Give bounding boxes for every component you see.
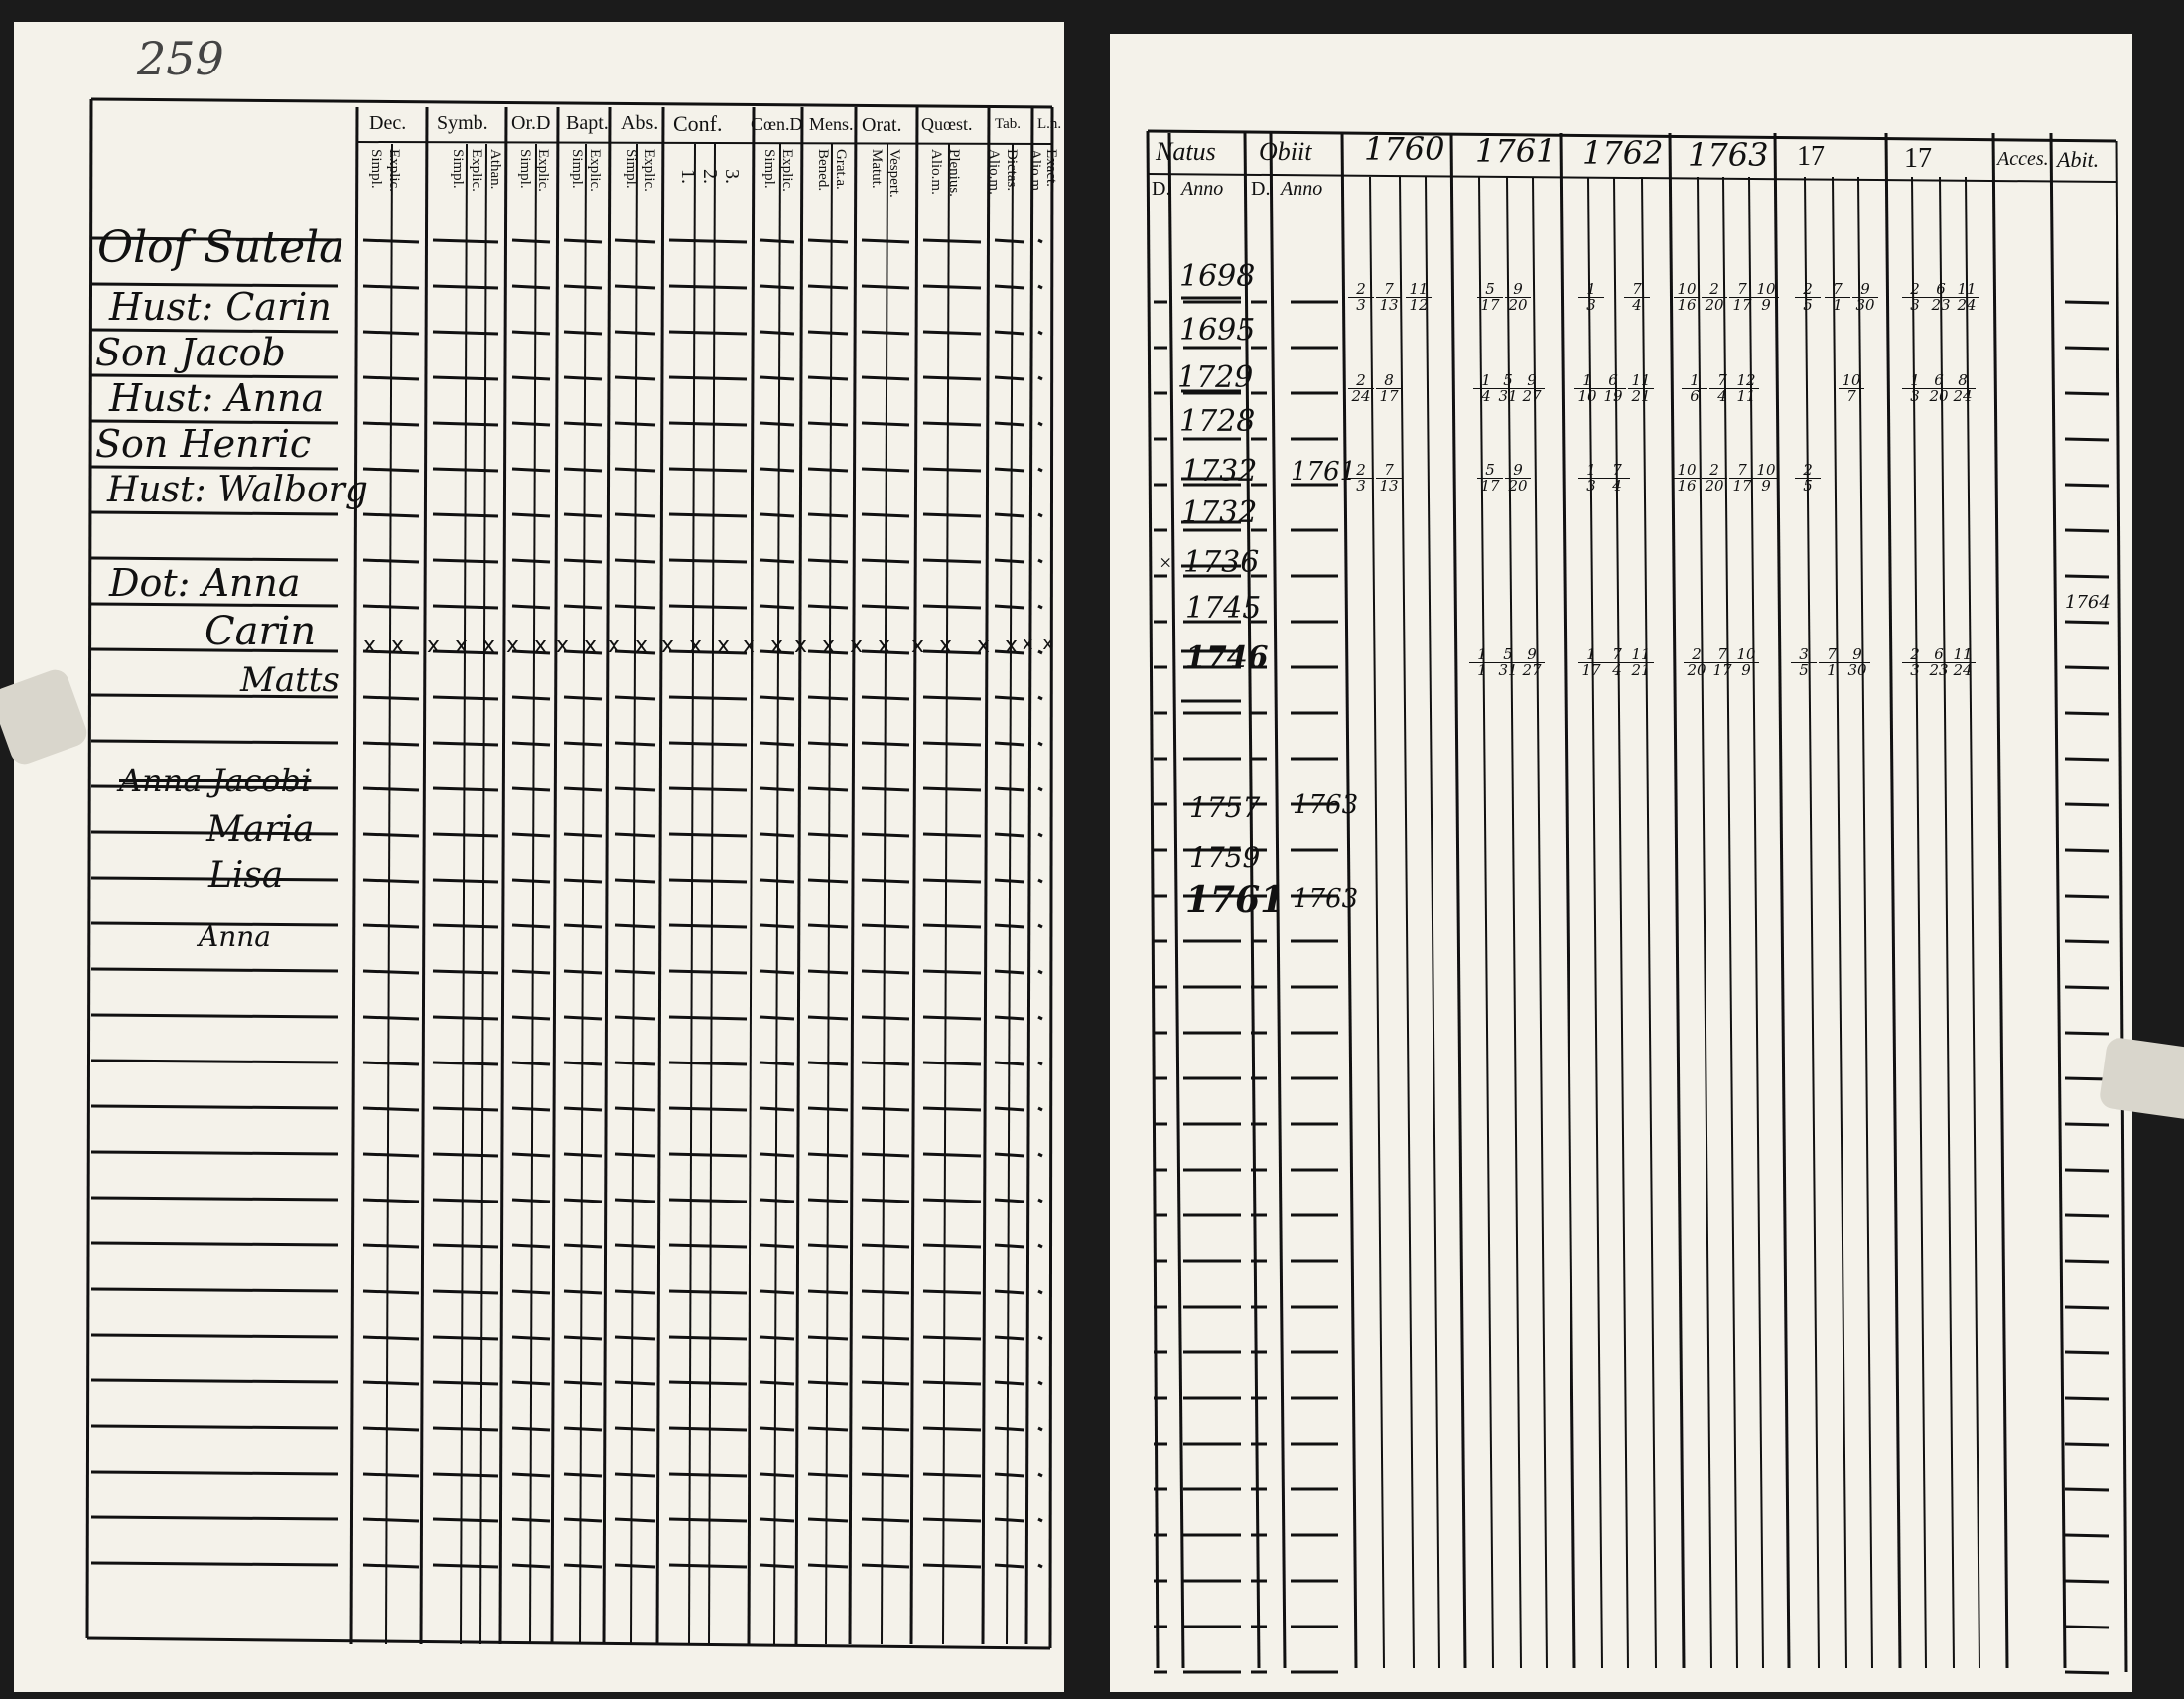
name-lisa: Lisa [208, 855, 284, 896]
exam-fraction: $\frac{7}{4}$ [1604, 647, 1630, 678]
paper-tab-right [2098, 1036, 2184, 1120]
mark-conf: x x x [661, 634, 735, 658]
exam-fraction: $\frac{7}{13}$ [1376, 282, 1402, 313]
mark-symb: x x x [427, 634, 500, 658]
exam-fraction: $\frac{11}{21}$ [1628, 373, 1654, 404]
birth-year: 1761 [1185, 879, 1286, 920]
birth-year: 1746 [1185, 640, 1269, 675]
sub-ln-exact: Exact. [1043, 149, 1059, 187]
exam-fraction: $\frac{10}{7}$ [1839, 373, 1864, 404]
mark-abs: x x [608, 634, 653, 658]
exam-fraction: $\frac{10}{16}$ [1674, 282, 1700, 313]
exam-fraction: $\frac{7}{17}$ [1729, 463, 1755, 494]
sub-symb-athan: Athan. [487, 149, 503, 190]
mark-dec: x x [363, 634, 409, 658]
header-conf: Conf. [673, 111, 723, 136]
birth-year: 1695 [1179, 313, 1256, 348]
exam-fraction: $\frac{9}{30}$ [1844, 647, 1870, 678]
exam-fraction: $\frac{11}{21}$ [1628, 647, 1654, 678]
header-quaest: Quœst. [921, 114, 973, 134]
sub-ord-explic: Explic. [535, 149, 551, 192]
mark-coen: x x [743, 634, 788, 658]
header-year-1762: 1762 [1582, 134, 1664, 172]
exam-fraction: $\frac{2}{3}$ [1348, 463, 1374, 494]
exam-fraction: $\frac{5}{31}$ [1495, 373, 1521, 404]
birth-year: 1736 [1183, 545, 1260, 580]
header-symb: Symb. [437, 112, 488, 134]
header-accessit: Acces. [1997, 148, 2049, 170]
exam-fraction: $\frac{1}{6}$ [1682, 373, 1707, 404]
header-orat: Orat. [862, 114, 902, 136]
exam-fraction: $\frac{10}{9}$ [1753, 282, 1779, 313]
exam-fraction: $\frac{10}{9}$ [1733, 647, 1759, 678]
header-abs: Abs. [621, 112, 659, 134]
exam-fraction: $\frac{2}{24}$ [1348, 373, 1374, 404]
mark-tab: x x [977, 634, 1023, 658]
sub-mens-bened: Bened. [815, 149, 831, 192]
exam-fraction: $\frac{7}{4}$ [1709, 373, 1735, 404]
header-year-17a: 17 [1797, 141, 1825, 172]
header-tab: Tab. [995, 116, 1022, 132]
abiit-mark: 1764 [2065, 592, 2111, 613]
name-son-henric: Son Henric [95, 422, 312, 466]
header-obiit: Obiit [1259, 137, 1312, 166]
sub-conf-2: 2. [699, 169, 721, 184]
exam-fraction: $\frac{6}{19}$ [1600, 373, 1626, 404]
header-year-1760: 1760 [1364, 130, 1445, 168]
name-carin: Carin [205, 609, 317, 654]
header-mens: Mens. [809, 114, 854, 134]
exam-fraction: $\frac{1}{3}$ [1578, 463, 1604, 494]
name-anna-matsdr: Anna [199, 920, 271, 953]
header-ord: Or.D [511, 112, 551, 134]
exam-fraction: $\frac{8}{17}$ [1376, 373, 1402, 404]
header-bapt: Bapt. [566, 112, 609, 134]
exam-fraction: $\frac{7}{1}$ [1825, 282, 1850, 313]
sub-orat-vespert: Vespert. [887, 149, 902, 198]
sub-ord-simpl: Simpl. [517, 149, 533, 189]
sub-symb-explic: Explic. [469, 149, 484, 192]
mark-orat: x x [850, 634, 895, 658]
exam-fraction: $\frac{7}{4}$ [1624, 282, 1650, 313]
exam-fraction: $\frac{11}{12}$ [1406, 282, 1432, 313]
sub-conf-1: 1. [677, 169, 699, 184]
sub-bapt-simpl: Simpl. [569, 149, 585, 189]
sub-quaest-alio: Alio.m. [928, 149, 944, 195]
exam-fraction: $\frac{1}{17}$ [1578, 647, 1604, 678]
exam-fraction: $\frac{2}{20}$ [1684, 647, 1709, 678]
sub-mens-grat: Grat.a. [833, 149, 849, 190]
exam-fraction: $\frac{3}{5}$ [1791, 647, 1817, 678]
header-obiit-anno: Anno [1281, 178, 1323, 200]
exam-fraction: $\frac{5}{31}$ [1495, 647, 1521, 678]
mark-quaest: x x [911, 634, 957, 658]
sub-coen-simpl: Simpl. [761, 149, 777, 189]
sub-dec-simpl: Simpl. [368, 149, 384, 189]
exam-fraction: $\frac{11}{24}$ [1954, 282, 1979, 313]
exam-fraction: $\frac{8}{24}$ [1950, 373, 1976, 404]
exam-fraction: $\frac{9}{27}$ [1519, 647, 1545, 678]
exam-fraction: $\frac{1}{10}$ [1574, 373, 1600, 404]
exam-fraction: $\frac{10}{16}$ [1674, 463, 1700, 494]
sub-dec-explic: Explic. [386, 149, 402, 192]
header-natus-anno: Anno [1181, 178, 1224, 200]
exam-fraction: $\frac{7}{13}$ [1376, 463, 1402, 494]
header-dec: Dec. [369, 112, 407, 134]
mark-ord: x x [506, 634, 552, 658]
exam-fraction: $\frac{9}{20}$ [1505, 282, 1531, 313]
sub-ln-alio: Alio.m. [1027, 149, 1043, 195]
name-hust-anna: Hust: Anna [109, 376, 325, 420]
exam-fraction: $\frac{6}{20}$ [1926, 373, 1952, 404]
exam-fraction: $\frac{9}{27}$ [1519, 373, 1545, 404]
mark-bapt: x x [556, 634, 602, 658]
sub-abs-simpl: Simpl. [623, 149, 639, 189]
sub-symb-simpl: Simpl. [450, 149, 466, 189]
sub-abs-explic: Explic. [641, 149, 657, 192]
birth-year: 1698 [1179, 259, 1256, 294]
exam-fraction: $\frac{9}{30}$ [1852, 282, 1878, 313]
name-dot-anna: Dot: Anna [109, 561, 301, 605]
header-year-1761: 1761 [1475, 132, 1557, 170]
exam-fraction: $\frac{2}{20}$ [1702, 463, 1727, 494]
sub-quaest-plenius: Plenius. [946, 149, 962, 197]
exam-fraction: $\frac{6}{23}$ [1928, 282, 1954, 313]
exam-fraction: $\frac{2}{3}$ [1348, 282, 1374, 313]
death-year: 1761 [1291, 457, 1357, 487]
sub-coen-explic: Explic. [779, 149, 795, 192]
exam-fraction: $\frac{1}{3}$ [1902, 373, 1928, 404]
mark-mens: x x [794, 634, 840, 658]
exam-fraction: $\frac{5}{17}$ [1477, 282, 1503, 313]
exam-fraction: $\frac{2}{3}$ [1902, 647, 1928, 678]
header-year-17b: 17 [1904, 143, 1932, 174]
sub-orat-matut: Matut. [869, 149, 885, 189]
birth-year: 1732 [1181, 454, 1258, 489]
name-hust-walborg: Hust: Walborg [107, 470, 368, 510]
exam-fraction: $\frac{6}{23}$ [1926, 647, 1952, 678]
birth-year: 1757 [1189, 791, 1261, 824]
name-matts: Matts [240, 660, 340, 700]
name-olof-sutela: Olof Sutela [97, 222, 345, 273]
exam-fraction: $\frac{2}{5}$ [1795, 463, 1821, 494]
exam-fraction: $\frac{7}{4}$ [1604, 463, 1630, 494]
name-hust-carin: Hust: Carin [109, 285, 332, 329]
header-abiit: Abit. [2057, 147, 2100, 172]
sub-tab-dictas: Dictas. [1004, 149, 1020, 192]
page-number: 259 [137, 32, 224, 85]
death-year: 1763 [1293, 884, 1359, 914]
header-year-1763: 1763 [1688, 136, 1769, 174]
exam-fraction: $\frac{12}{11}$ [1733, 373, 1759, 404]
exam-fraction: $\frac{2}{5}$ [1795, 282, 1821, 313]
birth-year: 1745 [1185, 591, 1262, 626]
exam-fraction: $\frac{1}{4}$ [1473, 373, 1499, 404]
exam-fraction: $\frac{7}{1}$ [1819, 647, 1844, 678]
exam-fraction: $\frac{10}{9}$ [1753, 463, 1779, 494]
sub-bapt-explic: Explic. [587, 149, 603, 192]
header-natus-d: D. [1152, 178, 1171, 200]
exam-fraction: $\frac{7}{17}$ [1729, 282, 1755, 313]
mark-ln: x x [1023, 634, 1056, 654]
header-obiit-d: D. [1251, 178, 1271, 200]
exam-fraction: $\frac{1}{3}$ [1578, 282, 1604, 313]
name-anna-jacobi: Anna Jacobi [119, 762, 312, 799]
sub-tab-alio: Alio.m. [986, 149, 1002, 195]
birth-year: 1759 [1189, 841, 1261, 874]
exam-fraction: $\frac{11}{24}$ [1950, 647, 1976, 678]
exam-fraction: $\frac{2}{3}$ [1902, 282, 1928, 313]
header-ln: L.n. [1037, 116, 1062, 132]
row-d-mark: × [1160, 550, 1172, 575]
birth-year: 1728 [1179, 404, 1256, 439]
name-maria: Maria [206, 809, 315, 850]
birth-year: 1732 [1181, 496, 1258, 530]
exam-fraction: $\frac{9}{20}$ [1505, 463, 1531, 494]
birth-year: 1729 [1177, 360, 1254, 395]
exam-fraction: $\frac{1}{1}$ [1469, 647, 1495, 678]
exam-fraction: $\frac{2}{20}$ [1702, 282, 1727, 313]
sub-conf-3: 3. [721, 169, 743, 184]
death-year: 1763 [1293, 790, 1359, 820]
header-coen: Cœn.D [751, 114, 803, 134]
exam-fraction: $\frac{7}{17}$ [1709, 647, 1735, 678]
exam-fraction: $\frac{5}{17}$ [1477, 463, 1503, 494]
name-son-jacob: Son Jacob [95, 331, 286, 374]
header-natus: Natus [1156, 137, 1216, 166]
